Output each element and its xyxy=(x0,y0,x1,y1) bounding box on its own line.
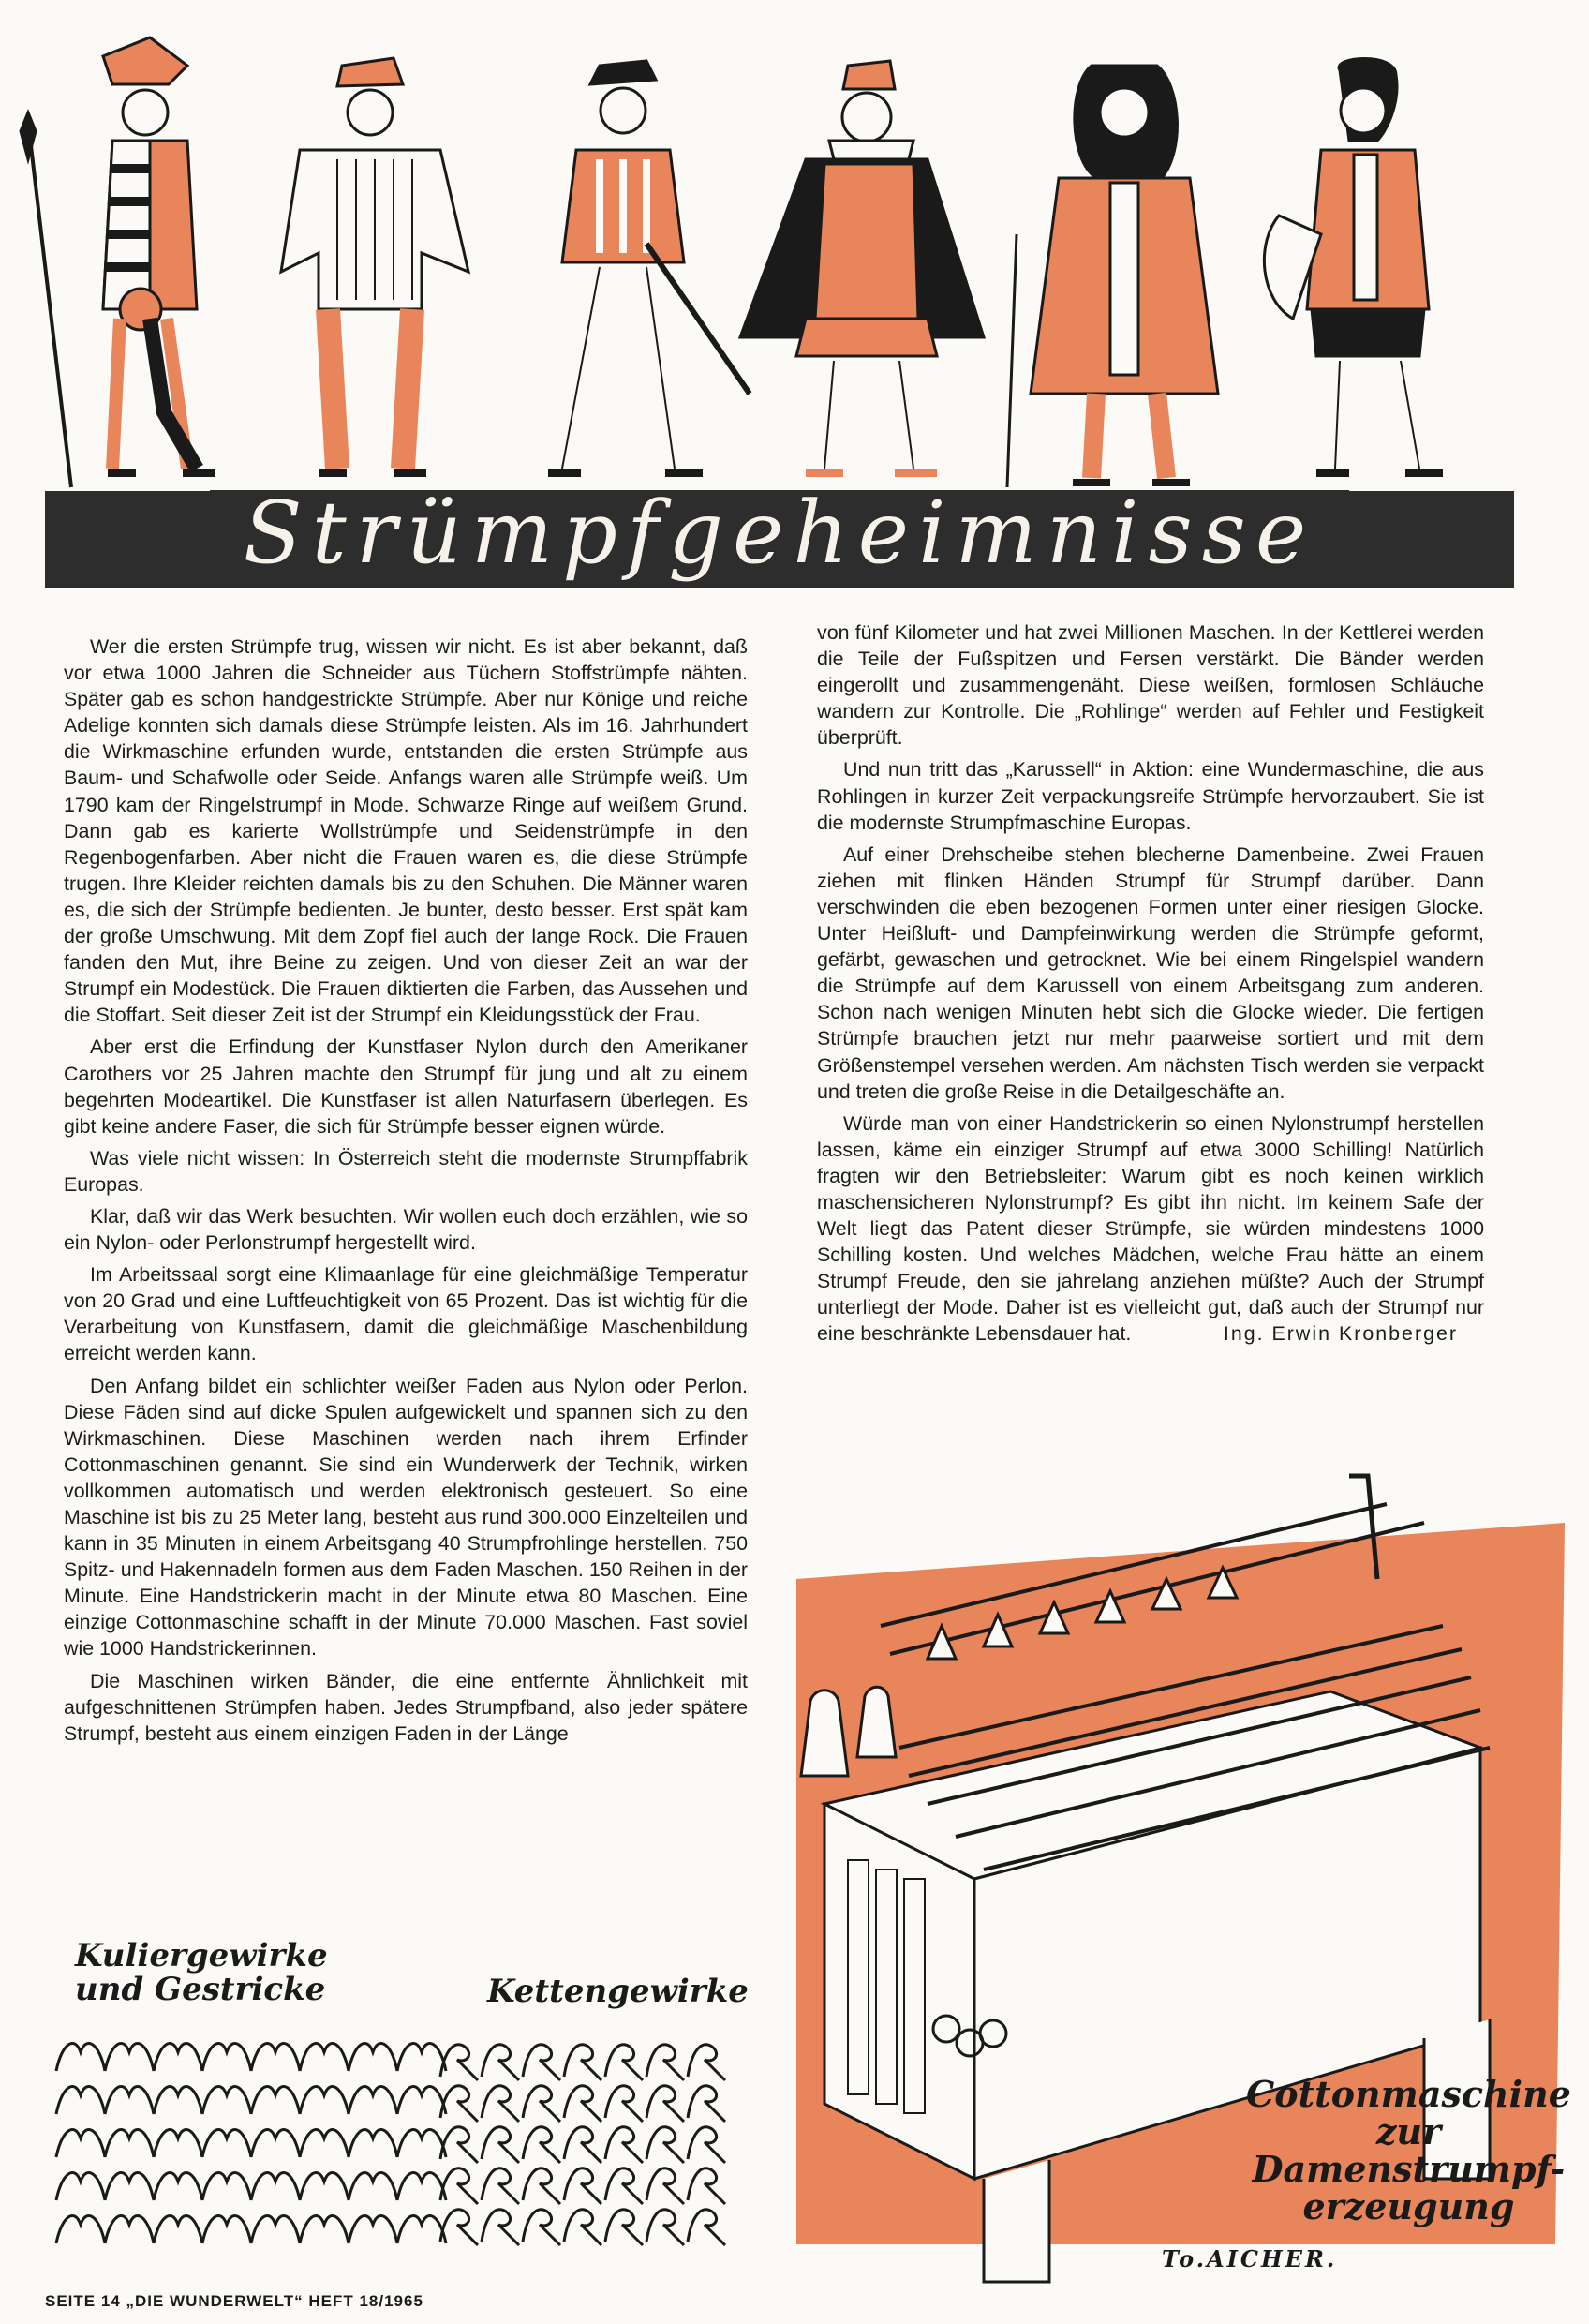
stitch-loop xyxy=(300,2172,349,2200)
stitch-loop xyxy=(56,2086,105,2114)
stitch-loop xyxy=(202,2129,251,2157)
stitch-loop xyxy=(482,2045,519,2080)
paragraph: Im Arbeitssaal sorgt eine Klimaanlage für eine gleichmäßige Temperatur von 20 Grad und eine Luftfeuchtigkeit von 65 Prozent. Das ist wichtig für die Verarbeitung von Kunstfasern, damit die gleichmäßige Maschenbildung erreicht werden kann. xyxy=(64,1263,748,1365)
paragraph xyxy=(817,1110,1484,1348)
stitch-loop xyxy=(202,2043,251,2071)
stitch-loop xyxy=(154,2215,202,2243)
stitch-loop xyxy=(300,2215,349,2243)
stitch-loop xyxy=(202,2172,251,2200)
paragraph: Wer die ersten Strümpfe trug, wissen wir nicht. Es ist aber bekannt, daß vor etwa 1000 Jahren die Schneider aus Tüchern Stoffstrümpfe nähten. Später gab es schon handgestrickte Strümpfe. Aber nur Könige und reiche Adelige konnten sich damals diese Strümpfe leisten. Als im 16. Jahrhundert die Wirkmaschine erfunden wurde, entstanden die ersten Strümpfe aus Baum- und Schafwolle oder Seide. Anfangs waren alle Strümpfe weiß. Um 1790 kam der Ringelstrumpf in Mode. Schwarze Ringe auf weißem Grund. Dann gab es karierte Wollstrümpfe und Seidenstrümpfe in den Regenbogenfarben. Aber nicht die Frauen waren es, die diese Strümpfe trugen. Ihre Kleider reichten damals bis zu den Schuhen. Die Männer waren es, die sich der Strümpfe bedienten. Je bunter, desto besser. Erst spät kam der große Umschwung. Mit dem Zopf fiel auch der lange Rock. Die Frauen fanden den Mut, ihre Beine zu zeigen. Und von dieser Zeit an war der Strumpf ein Modestück. Die Frauen diktierten die Farben, das Aussehen und die Stoffart. Seit dieser Zeit ist der Strumpf ein Kleidungsstück der Frau. xyxy=(64,635,748,1027)
stitch-loop xyxy=(440,2045,478,2080)
stitch-loop xyxy=(523,2210,560,2245)
stitch-loop xyxy=(564,2086,601,2122)
stitch-loop xyxy=(605,2168,643,2204)
stitch-loop xyxy=(523,2086,560,2122)
stitch-loop xyxy=(349,2086,397,2114)
spear xyxy=(28,122,71,487)
stitch-loop xyxy=(482,2168,519,2204)
paragraph: Die Maschinen wirken Bänder, die eine entfernte Ähnlichkeit mit aufgeschnittenen Strümpfen haben. Jedes Strumpfband, also jeder spätere Strumpf, besteht aus einem einzigen Faden in der Länge xyxy=(64,1669,748,1745)
artist-signature: To.AICHER. xyxy=(1162,2245,1338,2272)
stitch-loop xyxy=(688,2086,725,2122)
stitch-loop xyxy=(523,2168,560,2204)
ketten-stitch-diagram xyxy=(431,2024,740,2249)
stitch-loop xyxy=(646,2045,684,2080)
stitch-loop xyxy=(605,2127,643,2163)
stitch-loop xyxy=(56,2172,105,2200)
stitch-loop xyxy=(251,2086,300,2114)
stitch-loop xyxy=(349,2215,397,2243)
stitch-loop xyxy=(105,2043,154,2071)
stitch-loop xyxy=(154,2129,202,2157)
stitch-loop xyxy=(605,2210,643,2245)
author-signature: Ing. Erwin Kronberger xyxy=(1223,1322,1458,1346)
stitch-loop xyxy=(300,2043,349,2071)
caption-line: erzeugung xyxy=(1302,2184,1515,2227)
stitch-loop xyxy=(646,2168,684,2204)
paragraph: Den Anfang bildet ein schlichter weißer Faden aus Nylon oder Perlon. Diese Fäden sind auf dicke Spulen aufgewickelt und spannen sich zu den Wirkmaschinen. Diese Maschinen werden nach ihrem Erfinder Cottonmaschinen genannt. Sie sind ein Wunderwerk der Technik, wirken vollkommen automatisch und werden elektronisch gesteuert. So eine Maschine ist bis zu 25 Meter lang, besteht aus rund 300.000 Einzelteilen und kann in 35 Minuten in einem Arbeitsgang 40 Strumpfrohlinge herstellen. 750 Spitz- und Hakennadeln formen aus dem Faden Maschen. 150 Reihen in der Minute. Eine Handstrickerin macht in der Minute etwa 80 Maschen. Eine einzige Cottonmaschine schafft in der Minute 70.000 Maschen. Fast soviel wie 1000 Handstrickerinnen. xyxy=(64,1374,748,1661)
kulier-caption xyxy=(75,1937,328,2008)
stitch-loop xyxy=(349,2129,397,2157)
stitch-loop xyxy=(482,2210,519,2245)
stitch-loop xyxy=(646,2127,684,2163)
stitch-loop xyxy=(688,2045,725,2080)
stitch-loop xyxy=(564,2045,601,2080)
caption-line: und Gestricke xyxy=(75,1970,326,2008)
stitch-loop xyxy=(349,2043,397,2071)
caption-line: Damenstrumpf- xyxy=(1252,2147,1566,2190)
paragraph: Aber erst die Erfindung der Kunstfaser Nylon durch den Amerikaner Carothers vor 25 Jahren machte den Strumpf für jung und alt zu einem begehrten Modeartikel. Die Kunstfaser ist allen Naturfasern überlegen. Es gibt keine andere Faser, die sich für Strümpfe besser eignen würde. xyxy=(64,1035,748,1138)
paragraph: Klar, daß wir das Werk besuchten. Wir wollen euch doch erzählen, wie so ein Nylon- oder Perlonstrumpf hergestellt wird. xyxy=(64,1204,748,1255)
stitch-loop xyxy=(251,2129,300,2157)
caption-line: Cottonmaschine xyxy=(1246,2073,1571,2115)
stitch-loop xyxy=(646,2210,684,2245)
page-title: Strümpfgeheimnisse xyxy=(210,490,1350,576)
title-banner xyxy=(45,483,1514,588)
stitch-loop xyxy=(523,2045,560,2080)
stitch-loop xyxy=(154,2086,202,2114)
paragraph: Auf einer Drehscheibe stehen blecherne Damenbeine. Zwei Frauen ziehen mit flinken Händen Strumpf für Strumpf darüber. Dann verschwinden die eben bezogenen Formen unter einer riesigen Glocke. Unter Heißluft- und Dampfeinwirkung werden die Strümpfe geformt, gefärbt, gewaschen und getrocknet. Wie bei einem Ringelspiel wandern die Strümpfe auf dem Karussell von einem Arbeitsgang zum anderen. Schon nach wenigen Minuten hebt sich die Glocke wieder. Die fertigen Strümpfe brauchen jetzt nur mehr paarweise sortiert und mit dem Größenstempel versehen werden. Am nächsten Tisch werden sie verpackt und treten die große Reise in die Detailgeschäfte an. xyxy=(817,842,1484,1103)
stitch-loop xyxy=(56,2129,105,2157)
stitch-loop xyxy=(440,2127,478,2163)
stitch-loop xyxy=(564,2210,601,2245)
stitch-loop xyxy=(440,2086,478,2122)
stitch-loop xyxy=(251,2172,300,2200)
stitch-loop xyxy=(349,2172,397,2200)
stitch-loop xyxy=(482,2086,519,2122)
stitch-loop xyxy=(202,2086,251,2114)
stitch-loop xyxy=(56,2043,105,2071)
stitch-loop xyxy=(105,2172,154,2200)
stitch-loop xyxy=(523,2127,560,2163)
stitch-loop xyxy=(300,2086,349,2114)
ketten-caption: Kettengewirke xyxy=(487,1973,749,2010)
paragraph: Und nun tritt das „Karussell“ in Aktion: eine Wundermaschine, die aus Rohlingen in kurzer Zeit verpackungsreife Strümpfe hervorzaubert. Sie ist die modernste Strumpfmaschine Europas. xyxy=(817,758,1484,834)
stitch-loop xyxy=(564,2127,601,2163)
caption-line: zur xyxy=(1375,2109,1442,2153)
stitch-loop xyxy=(688,2168,725,2204)
caption-line: Kuliergewirke xyxy=(75,1937,328,1974)
stitch-loop xyxy=(605,2045,643,2080)
stitch-loop xyxy=(105,2215,154,2243)
stitch-loop xyxy=(440,2168,478,2204)
stitch-loop xyxy=(605,2086,643,2122)
stitch-loop xyxy=(154,2043,202,2071)
stitch-loop xyxy=(646,2086,684,2122)
machine-caption xyxy=(1246,2073,1571,2227)
stitch-loop xyxy=(105,2086,154,2114)
stitch-loop xyxy=(482,2127,519,2163)
stitch-loop xyxy=(564,2168,601,2204)
stitch-loop xyxy=(688,2127,725,2163)
article-left-column xyxy=(64,633,748,1752)
stitch-loop xyxy=(105,2129,154,2157)
paragraph-text: Würde man von einer Handstrickerin so einen Nylonstrumpf herstellen lassen, käme ein einziger Strumpf auf etwa 3000 Schilling! Natürlich fragten wir den Betriebsleiter: Warum gibt es noch keinen wirklich maschensicheren Nylonstrumpf? Es gibt ihn nicht. Im keinem Safe der Welt liegt das Patent dieser Strümpfe, sie würden mindestens 1000 Schilling kosten. Und welches Mädchen, welche Frau hätte an einem Strumpf Freude, den sie jahrelang anziehen müßte? Auch der Strumpf unterliegt der Mode. Daher ist es vielleicht gut, daß auch der Strumpf nur eine beschränkte Lebensdauer hat. xyxy=(817,1111,1484,1346)
stitch-loop xyxy=(440,2210,478,2245)
header-illustration xyxy=(0,0,1589,506)
paragraph: von fünf Kilometer und hat zwei Millionen Maschen. In der Kettlerei werden die Teile der Fußspitzen und Fersen verstärkt. Die Bänder werden eingerollt und zusammengenäht. Diese weißen, formlosen Schläuche wandern zur Kontrolle. Die „Rohlinge“ werden auf Fehler und Festigkeit überprüft. xyxy=(817,621,1484,750)
page-footer: SEITE 14 „DIE WUNDERWELT“ HEFT 18/1965 xyxy=(45,2292,423,2310)
stitch-loop xyxy=(202,2215,251,2243)
stitch-loop xyxy=(251,2043,300,2071)
paragraph: Was viele nicht wissen: In Österreich steht die modernste Strumpffabrik Europas. xyxy=(64,1146,748,1196)
article-right-column xyxy=(817,619,1484,1353)
stitch-loop xyxy=(154,2172,202,2200)
stitch-loop xyxy=(56,2215,105,2243)
stitch-loop xyxy=(300,2129,349,2157)
kulier-stitch-diagram xyxy=(47,2024,450,2258)
stitch-loop xyxy=(251,2215,300,2243)
stitch-loop xyxy=(688,2210,725,2245)
